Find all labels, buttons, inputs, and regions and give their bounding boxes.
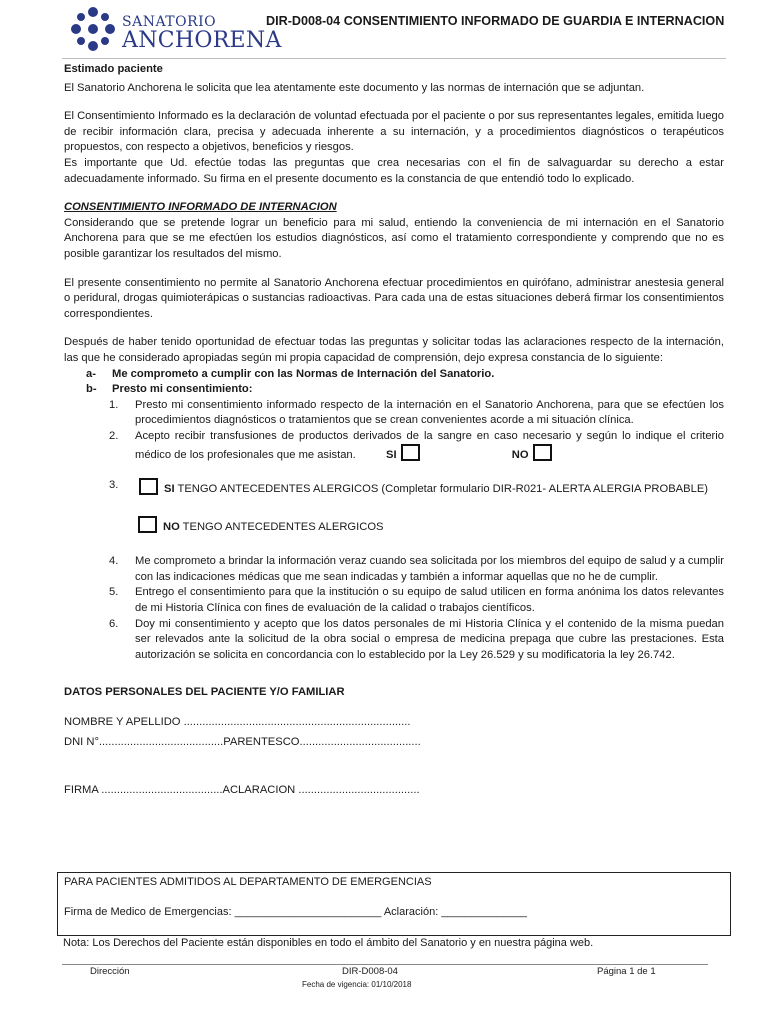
footer-center: DIR-D008-04: [342, 966, 398, 977]
dni-field[interactable]: DNI N°........................................PARENTESCO.......................................: [64, 735, 421, 748]
transfusion-si-checkbox[interactable]: [401, 444, 420, 461]
consent-item-4: [109, 554, 724, 585]
intro-paragraph-3: Es importante que Ud. efectúe todas las preguntas que crea necesarias con el fin de salvaguardar su derecho a estar adecuadamente informado. Su firma en el presente documento es la constancia de que entendió todo lo explicado.: [64, 156, 724, 185]
transfusion-text: Acepto recibir transfusiones de productos derivados de la sangre en caso necesario y según lo indique el criterio médico de los profesionales que me asistan.: [135, 429, 724, 462]
allergy-si-checkbox[interactable]: [139, 478, 158, 495]
rights-note: Nota: Los Derechos del Paciente están disponibles en todo el ámbito del Sanatorio y en nuestra página web.: [63, 937, 594, 949]
item-text: [135, 429, 724, 464]
logo-line-2: ANCHORENA: [122, 28, 282, 53]
clause-b-label: b-: [86, 383, 97, 396]
clause-b: [86, 382, 724, 398]
footer-left: Dirección: [90, 966, 130, 977]
item-number: 2.: [109, 429, 119, 442]
logo-line-1: SANATORIO: [122, 14, 217, 30]
document-header: [62, 0, 726, 59]
document-title: DIR-D008-04 CONSENTIMIENTO INFORMADO DE GUARDIA E INTERNACION: [266, 14, 725, 28]
consent-item-6: [109, 617, 724, 664]
item-number: 6.: [109, 617, 119, 630]
allergy-si-text: TENGO ANTECEDENTES ALERGICOS (Completar formulario DIR-R021- ALERTA ALERGIA PROBABLE): [174, 483, 709, 496]
transfusion-si-label: SI: [386, 449, 397, 462]
footer-right: Página 1 de 1: [597, 966, 656, 977]
consent-item-3: [109, 478, 724, 498]
consent-item-1: [109, 398, 724, 429]
allergy-si-label: SI: [164, 483, 175, 496]
footer-divider: [62, 964, 708, 965]
item-number: 1.: [109, 398, 119, 411]
clause-a-text: Me comprometo a cumplir con las Normas de Internación del Sanatorio.: [112, 367, 495, 380]
consent-item-5: [109, 585, 724, 616]
personal-data-title: DATOS PERSONALES DEL PACIENTE Y/O FAMILIAR: [64, 686, 345, 699]
clause-b-text: Presto mi consentimiento:: [112, 383, 253, 396]
consent-paragraph-2: El presente consentimiento no permite al Sanatorio Anchorena efectuar procedimientos en quirófano, administrar anestesia general o peridural, drogas quimioterápicas o sustancias radioactivas. Para cada una de estas situaciones deberá firmar los consentimientos correspondientes.: [64, 276, 724, 320]
logo-cross-icon: [70, 6, 116, 52]
allergy-no-checkbox[interactable]: [138, 516, 157, 533]
name-field[interactable]: NOMBRE Y APELLIDO .........................................................................: [64, 716, 411, 728]
allergy-no-text: TENGO ANTECEDENTES ALERGICOS: [179, 520, 384, 533]
footer-vigencia: Fecha de vigencia: 01/10/2018: [302, 980, 412, 989]
item-text: [135, 478, 724, 498]
item-number: 3.: [109, 479, 119, 492]
emergency-box: [57, 872, 731, 936]
item-text: Doy mi consentimiento y acepto que los datos personales de mi Historia Clínica y el contenido de la misma puedan ser relevados ante la solicitud de la obra social o empresa de medicina prepaga que cubre las prestaciones. Esta autorización se solicita en concordancia con lo establecido por la Ley 26.529 y su modificatoria la ley 26.742.: [135, 617, 724, 661]
sanatorio-logo: [70, 6, 282, 54]
allergy-no-row: [134, 516, 724, 536]
signature-field[interactable]: FIRMA .......................................ACLARACION .......................................: [64, 784, 420, 797]
intro-paragraph-1: El Sanatorio Anchorena le solicita que lea atentamente este documento y las normas de internación que se adjuntan.: [64, 81, 645, 94]
transfusion-no-label: NO: [511, 449, 529, 462]
consent-paragraph-3: Después de haber tenido oportunidad de efectuar todas las preguntas y solicitar todas las aclaraciones respecto de la internación, las que he considerado apropiadas según mi propia capacidad de comprensión, dejo expresa constancia de lo siguiente:: [64, 336, 724, 364]
emergency-title: PARA PACIENTES ADMITIDOS AL DEPARTAMENTO DE EMERGENCIAS: [64, 876, 432, 888]
consent-item-2: [109, 429, 724, 464]
document-body: [64, 62, 724, 799]
consent-paragraph-1: Considerando que se pretende lograr un beneficio para mi salud, entiendo la conveniencia de mi internación en el Sanatorio Anchorena para que se me efectúen los estudios diagnósticos, así como el tratamiento correspondiente y comprendo que no es posible garantizar los resultados del mismo.: [64, 216, 724, 260]
transfusion-no-checkbox[interactable]: [533, 444, 552, 461]
item-text: Entrego el consentimiento para que la institución o su equipo de salud utilicen en forma anónima los datos relevantes de mi Historia Clínica con fines de evaluación de la calidad o trabajos científicos.: [135, 586, 724, 615]
allergy-no-label: NO: [163, 520, 180, 533]
clause-a: [86, 367, 724, 383]
item-number: 5.: [109, 586, 119, 599]
emergency-signature-field[interactable]: Firma de Medico de Emergencias: ________________________ Aclaración: ______________: [64, 906, 527, 918]
greeting: Estimado paciente: [64, 63, 163, 75]
item-text: Presto mi consentimiento informado respecto de la internación en el Sanatorio Anchorena, para que se efectúen los procedimientos diagnósticos o tratamientos que se crean convenientes acorde a mi situación clínica.: [135, 398, 724, 427]
item-number: 4.: [109, 555, 119, 568]
consent-title: CONSENTIMIENTO INFORMADO DE INTERNACION: [64, 201, 337, 214]
item-text: Me comprometo a brindar la información veraz cuando sea solicitada por los miembros del equipo de salud y a cumplir con las indicaciones médicas que me sean indicadas y también a informar aquellas que no he de cumplir.: [135, 555, 724, 583]
clause-a-label: a-: [86, 367, 96, 380]
intro-paragraph-2: El Consentimiento Informado es la declaración de voluntad efectuada por el paciente o por sus representantes legales, emitida luego de recibir información clara, precisa y adecuada inherente a su internación, y a procedimientos diagnósticos o terapéuticos propuestos, con respecto a objetivos, beneficios y riesgos.: [64, 110, 724, 154]
